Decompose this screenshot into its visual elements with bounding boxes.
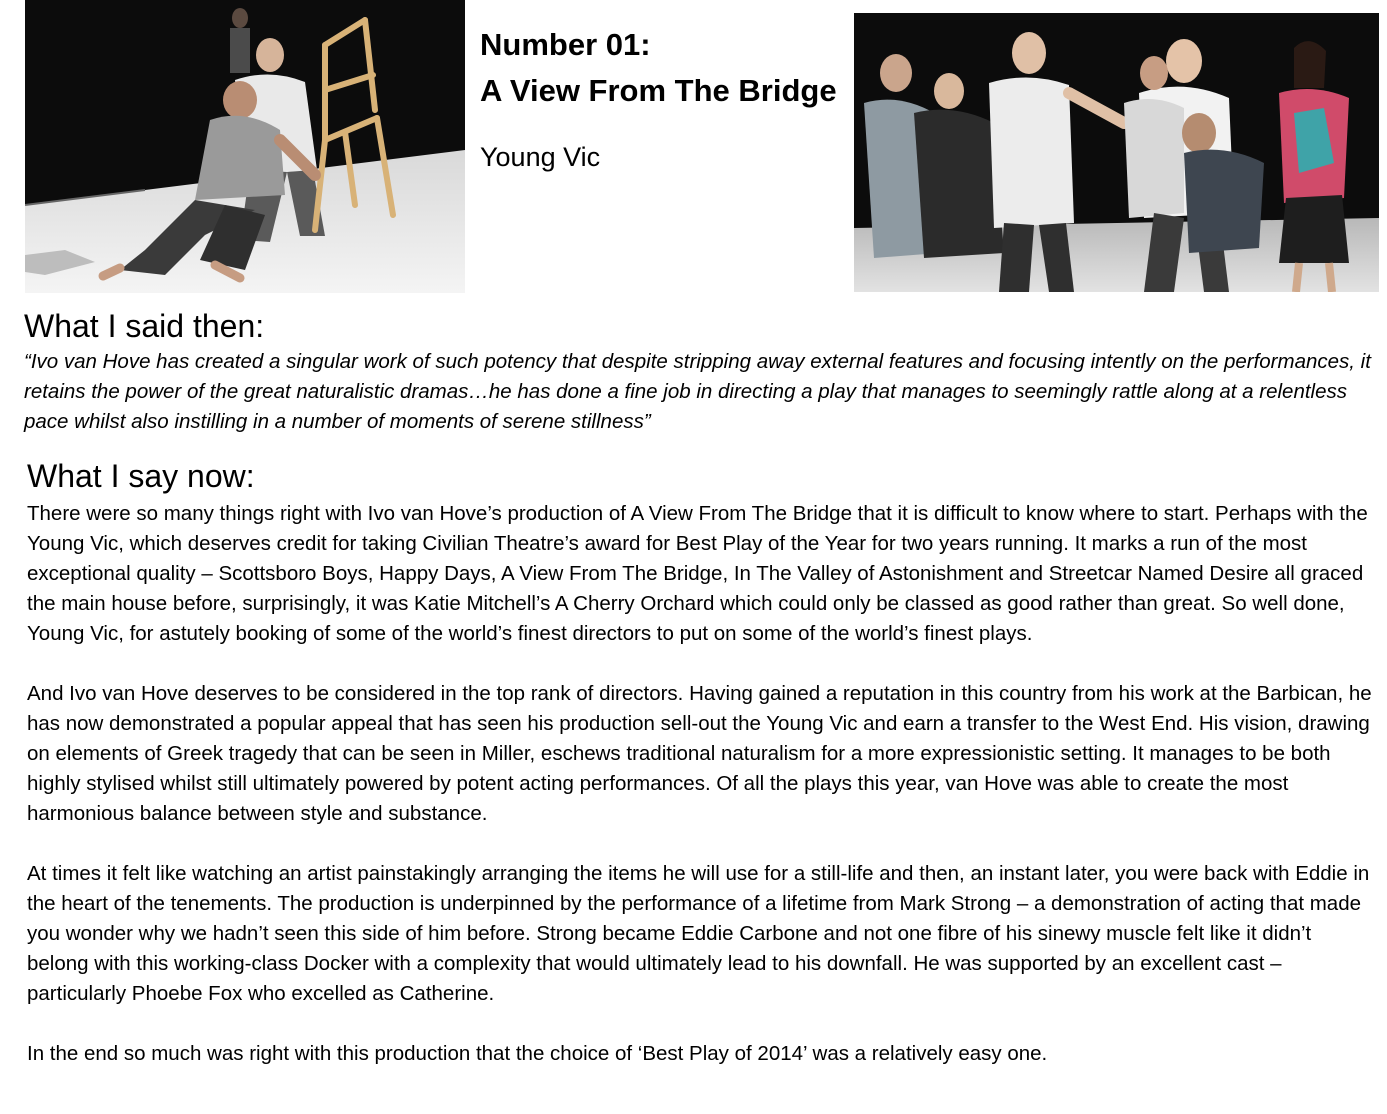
then-review-quote: “Ivo van Hove has created a singular work of such potency that despite stripping away external features and focusing intently on the performances, it retains the power of the great naturalistic dramas…he has done a fine job in directing a play that manages to seemingly rattle along at a relentless pace whilst also instilling in a number of moments of serene stillness” bbox=[24, 350, 1371, 433]
play-title-heading: A View From The Bridge bbox=[480, 73, 837, 108]
then-section-heading: What I said then: bbox=[24, 308, 265, 344]
review-paragraph: There were so many things right with Ivo van Hove’s production of A View From The Bridge that it is difficult to know where to start. Perhaps with the Young Vic, which deserves credit for taking Civilian Theatre’s award for Best Play of the Year for two years running. It marks a run of the most exceptional quality – Scottsboro Boys, Happy Days, A View From The Bridge, In The Valley of Astonishment and Streetcar Named Desire all graced the main house before, surprisingly, it was Katie Mitchell’s A Cherry Orchard which could only be classed as good rather than great. So well done, Young Vic, for astutely booking of some of the world’s finest directors to put on some of the world’s finest plays. bbox=[27, 502, 1368, 645]
venue-label: Young Vic bbox=[480, 142, 601, 172]
review-paragraph: At times it felt like watching an artist painstakingly arranging the items he will use for a still-life and then, an instant later, you were back with Eddie in the heart of the tenements. The production is underpinned by the performance of a lifetime from Mark Strong – a demonstration of acting that made you wonder why we hadn’t seen this side of him before. Strong became Eddie Carbone and not one fibre of his sinewy muscle felt like it didn’t belong with this working-class Docker with a complexity that would ultimately lead to his downfall. He was supported by an excellent cast – particularly Phoebe Fox who excelled as Catherine. bbox=[27, 862, 1370, 1005]
title-block bbox=[480, 22, 860, 175]
review-paragraph: And Ivo van Hove deserves to be considered in the top rank of directors. Having gained a reputation in this country from his work at the Barbican, he has now demonstrated a popular appeal that has seen his production sell-out the Young Vic and earn a transfer to the West End. His vision, drawing on elements of Greek tragedy that can be seen in Miller, eschews traditional naturalism for a more expressionistic setting. It manages to be both highly stylised whilst still ultimately powered by potent acting performances. Of all the plays this year, van Hove was able to create the most harmonious balance between style and substance. bbox=[27, 682, 1372, 825]
stage-chair-illustration bbox=[25, 0, 465, 293]
stage-struggle-illustration bbox=[854, 13, 1379, 292]
now-section-heading: What I say now: bbox=[27, 458, 255, 494]
production-photo-struggle bbox=[854, 13, 1379, 292]
production-photo-chair bbox=[25, 0, 465, 293]
review-paragraph: In the end so much was right with this production that the choice of ‘Best Play of 2014’ was a relatively easy one. bbox=[27, 1042, 1048, 1065]
now-review-body bbox=[27, 499, 1372, 1069]
play-number-heading: Number 01: bbox=[480, 27, 651, 62]
